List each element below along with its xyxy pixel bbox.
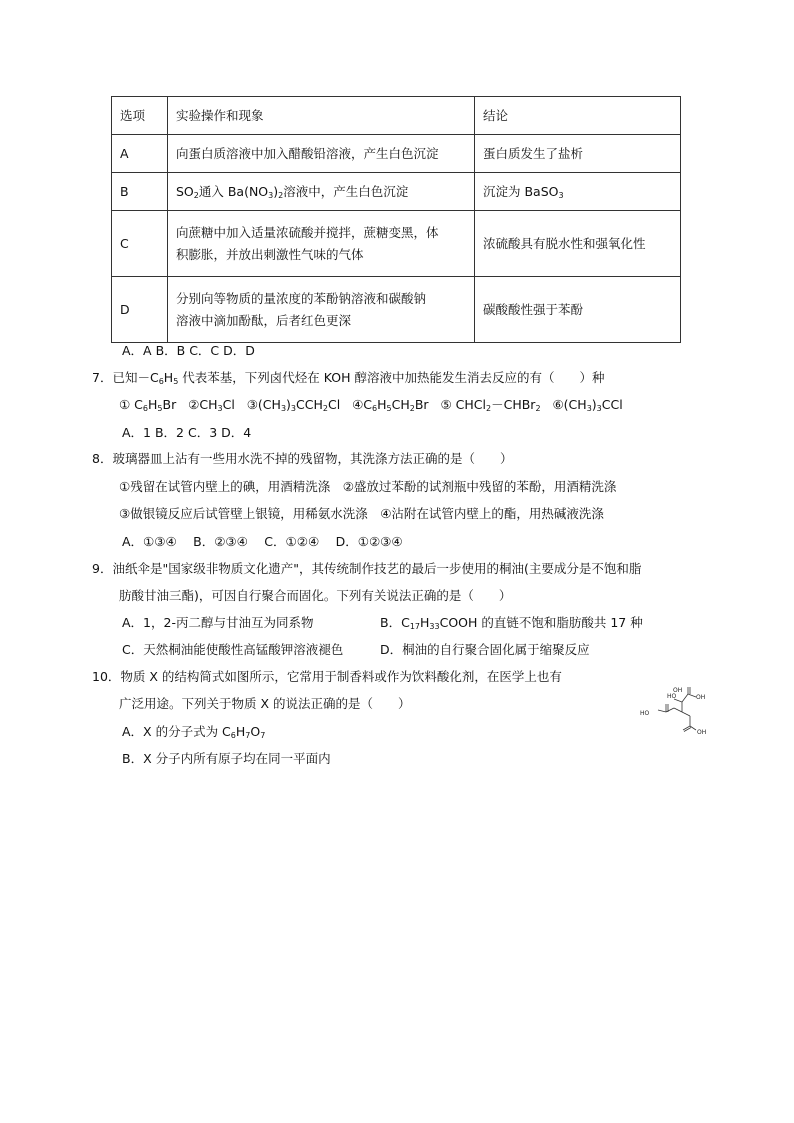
row-operation: 分别向等物质的量浓度的苯酚钠溶液和碳酸钠 溶液中滴加酚酞，后者红色更深	[168, 277, 475, 343]
label-ho: HO	[667, 693, 677, 700]
q8-line1: ①残留在试管内壁上的碘，用酒精洗涤 ②盛放过苯酚的试剂瓶中残留的苯酚，用酒精洗涤	[119, 479, 617, 494]
row-option: B	[112, 173, 168, 211]
row-conclusion: 沉淀为 BaSO$_3$	[475, 173, 681, 211]
row-operation: 向蔗糖中加入适量浓硫酸并搅拌，蔗糖变黑，体 积膨胀，并放出刺激性气味的气体	[168, 211, 475, 277]
table-row	[112, 211, 681, 277]
row-operation: 向蛋白质溶液中加入醋酸铅溶液，产生白色沉淀	[168, 135, 475, 173]
row-conclusion: 蛋白质发生了盐析	[475, 135, 681, 173]
row-conclusion: 碳酸酸性强于苯酚	[475, 277, 681, 343]
q9-option-b: B．$C_{17}H_{33}COOH$ 的直链不饱和脂肪酸共 17 种	[380, 615, 643, 631]
experiment-table	[111, 96, 681, 343]
q8-line2: ③做银镜反应后试管壁上银镜，用稀氨水洗涤 ④沾附在试管内壁上的酯，用热碱液洗涤	[119, 506, 604, 521]
row-option: A	[112, 135, 168, 173]
q8-stem: 8．玻璃器皿上沾有一些用水洗不掉的残留物，其洗涤方法正确的是（ ）	[92, 451, 513, 466]
q10-stem-line1: 10．物质 X 的结构简式如图所示，它常用于制香料或作为饮料酸化剂，在医学上也有	[92, 669, 562, 684]
q9-option-c: C．天然桐油能使酸性高锰酸钾溶液褪色	[122, 642, 344, 657]
row-conclusion: 浓硫酸具有脱水性和强氧化性	[475, 211, 681, 277]
q10-option-a: A．X 的分子式为 $C_6H_7O_7$	[122, 724, 266, 740]
row-operation: $SO_2$通入 $Ba(NO_3)_2$溶液中，产生白色沉淀	[168, 173, 475, 211]
q10-stem-line2: 广泛用途。下列关于物质 X 的说法正确的是（ ）	[119, 696, 411, 711]
label-oh: OH	[696, 694, 706, 701]
header-option: 选项	[112, 97, 168, 135]
row-option: C	[112, 211, 168, 277]
q7-stem: 7．已知$-C_6H_5$ 代表苯基，下列卤代烃在 KOH 醇溶液中加热能发生消去反应的有（ ）种	[92, 370, 605, 386]
table-header-row	[112, 97, 681, 135]
table-row	[112, 277, 681, 343]
q10-option-b: B．X 分子内所有原子均在同一平面内	[122, 751, 331, 766]
row-option: D	[112, 277, 168, 343]
label-oh: OH	[673, 687, 683, 694]
q9-option-a: A．1，2-丙二醇与甘油互为同系物	[122, 615, 314, 630]
q6-choices: A．A B．B C．C D．D	[122, 343, 255, 358]
header-operation: 实验操作和现象	[168, 97, 475, 135]
citric-acid-structure	[636, 684, 726, 744]
q9-stem-line2: 肪酸甘油三酯)，可因自行聚合而固化。下列有关说法正确的是（ ）	[119, 588, 512, 603]
table-row	[112, 173, 681, 211]
q8-choices: A．①③④ B．②③④ C．①②④ D．①②③④	[122, 534, 403, 549]
q9-stem-line1: 9．油纸伞是"国家级非物质文化遗产"，其传统制作技艺的最后一步使用的桐油(主要成分是不饱和脂	[92, 561, 642, 576]
label-oh: OH	[697, 729, 707, 736]
label-ho: HO	[640, 710, 650, 717]
table-row	[112, 135, 681, 173]
header-conclusion: 结论	[475, 97, 681, 135]
q9-option-d: D．桐油的自行聚合固化属于缩聚反应	[380, 642, 590, 657]
q7-choices: A．1 B．2 C．3 D．4	[122, 425, 252, 440]
q7-items: ① $C_6H_5Br$ $②CH_3Cl$ $③(CH_3)_3CCH_2Cl$ $④C_6H_5CH_2Br$ ⑤ CHCl$_2$－CHBr$_2$ $⑥(CH_3)_3CCl$	[119, 397, 623, 413]
